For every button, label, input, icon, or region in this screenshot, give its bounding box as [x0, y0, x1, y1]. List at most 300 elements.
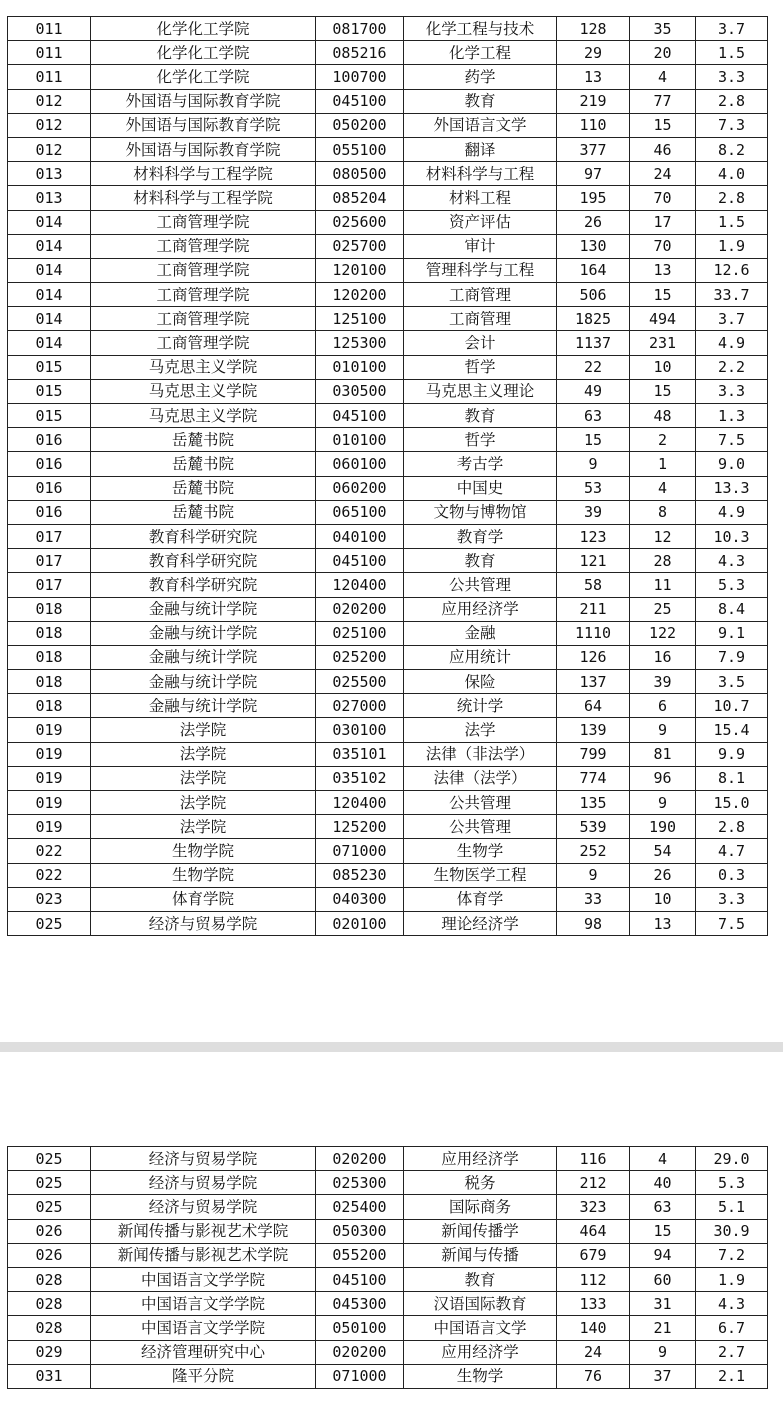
applicants-cell: 377: [557, 137, 630, 161]
applicants-cell: 539: [557, 815, 630, 839]
table-row: [8, 1219, 768, 1243]
enrolled-cell: 28: [630, 549, 696, 573]
college-code-cell: 028: [8, 1267, 91, 1291]
enrolled-cell: 15: [630, 283, 696, 307]
table-row: [8, 41, 768, 65]
college-name-cell: 化学化工学院: [91, 17, 316, 41]
table-row: [8, 815, 768, 839]
college-name-cell: 材料科学与工程学院: [91, 162, 316, 186]
ratio-cell: 4.9: [696, 500, 768, 524]
table-row: [8, 887, 768, 911]
college-code-cell: 018: [8, 694, 91, 718]
applicants-cell: 63: [557, 404, 630, 428]
enrolled-cell: 40: [630, 1171, 696, 1195]
major-code-cell: 125100: [316, 307, 404, 331]
major-code-cell: 071000: [316, 1364, 404, 1388]
table-row: [8, 573, 768, 597]
ratio-cell: 8.1: [696, 766, 768, 790]
ratio-cell: 29.0: [696, 1147, 768, 1171]
applicants-cell: 195: [557, 186, 630, 210]
applicants-cell: 64: [557, 694, 630, 718]
table-row: [8, 137, 768, 161]
ratio-cell: 0.3: [696, 863, 768, 887]
major-code-cell: 020200: [316, 1147, 404, 1171]
major-name-cell: 生物学: [404, 1364, 557, 1388]
college-code-cell: 016: [8, 500, 91, 524]
applicants-cell: 15: [557, 428, 630, 452]
table-row: [8, 718, 768, 742]
ratio-cell: 1.3: [696, 404, 768, 428]
table-row: [8, 258, 768, 282]
ratio-cell: 7.2: [696, 1243, 768, 1267]
table-row: [8, 1292, 768, 1316]
college-code-cell: 019: [8, 742, 91, 766]
major-code-cell: 055200: [316, 1243, 404, 1267]
table-row: [8, 331, 768, 355]
major-name-cell: 新闻与传播: [404, 1243, 557, 1267]
major-name-cell: 公共管理: [404, 791, 557, 815]
college-code-cell: 028: [8, 1316, 91, 1340]
major-code-cell: 040100: [316, 524, 404, 548]
major-code-cell: 071000: [316, 839, 404, 863]
table-row: [8, 597, 768, 621]
college-name-cell: 金融与统计学院: [91, 694, 316, 718]
enrolled-cell: 9: [630, 791, 696, 815]
college-name-cell: 教育科学研究院: [91, 549, 316, 573]
major-name-cell: 工商管理: [404, 283, 557, 307]
applicants-cell: 130: [557, 234, 630, 258]
applicants-cell: 679: [557, 1243, 630, 1267]
enrolled-cell: 20: [630, 41, 696, 65]
applicants-cell: 799: [557, 742, 630, 766]
major-name-cell: 化学工程: [404, 41, 557, 65]
page-separator: [0, 1042, 783, 1052]
enrolled-cell: 16: [630, 645, 696, 669]
college-code-cell: 014: [8, 210, 91, 234]
ratio-cell: 5.1: [696, 1195, 768, 1219]
major-code-cell: 035102: [316, 766, 404, 790]
college-code-cell: 022: [8, 863, 91, 887]
major-name-cell: 考古学: [404, 452, 557, 476]
major-name-cell: 审计: [404, 234, 557, 258]
enrolled-cell: 15: [630, 1219, 696, 1243]
enrolled-cell: 35: [630, 17, 696, 41]
college-code-cell: 025: [8, 1195, 91, 1219]
college-code-cell: 017: [8, 573, 91, 597]
applicants-cell: 13: [557, 65, 630, 89]
applicants-cell: 29: [557, 41, 630, 65]
applicants-cell: 1825: [557, 307, 630, 331]
major-code-cell: 120200: [316, 283, 404, 307]
major-code-cell: 080500: [316, 162, 404, 186]
college-name-cell: 金融与统计学院: [91, 645, 316, 669]
major-name-cell: 化学工程与技术: [404, 17, 557, 41]
applicants-cell: 506: [557, 283, 630, 307]
table-row: [8, 1171, 768, 1195]
college-name-cell: 外国语与国际教育学院: [91, 137, 316, 161]
ratio-cell: 4.0: [696, 162, 768, 186]
table-row: [8, 1195, 768, 1219]
ratio-cell: 8.4: [696, 597, 768, 621]
ratio-cell: 4.3: [696, 549, 768, 573]
table-row: [8, 694, 768, 718]
ratio-cell: 3.3: [696, 65, 768, 89]
major-name-cell: 新闻传播学: [404, 1219, 557, 1243]
document-page-2: [0, 1052, 783, 1406]
college-code-cell: 026: [8, 1219, 91, 1243]
major-code-cell: 045300: [316, 1292, 404, 1316]
college-name-cell: 工商管理学院: [91, 258, 316, 282]
college-code-cell: 016: [8, 476, 91, 500]
enrolled-cell: 60: [630, 1267, 696, 1291]
applicants-cell: 123: [557, 524, 630, 548]
ratio-cell: 1.9: [696, 234, 768, 258]
ratio-cell: 2.7: [696, 1340, 768, 1364]
admission-table-page-1: [7, 16, 768, 936]
major-code-cell: 050100: [316, 1316, 404, 1340]
major-code-cell: 050300: [316, 1219, 404, 1243]
ratio-cell: 1.5: [696, 210, 768, 234]
major-name-cell: 国际商务: [404, 1195, 557, 1219]
enrolled-cell: 8: [630, 500, 696, 524]
college-name-cell: 中国语言文学学院: [91, 1316, 316, 1340]
college-code-cell: 018: [8, 670, 91, 694]
ratio-cell: 10.7: [696, 694, 768, 718]
ratio-cell: 2.2: [696, 355, 768, 379]
enrolled-cell: 24: [630, 162, 696, 186]
college-code-cell: 015: [8, 355, 91, 379]
major-code-cell: 020200: [316, 597, 404, 621]
major-name-cell: 会计: [404, 331, 557, 355]
table-row: [8, 210, 768, 234]
major-name-cell: 文物与博物馆: [404, 500, 557, 524]
ratio-cell: 7.3: [696, 113, 768, 137]
ratio-cell: 15.0: [696, 791, 768, 815]
enrolled-cell: 15: [630, 113, 696, 137]
college-code-cell: 026: [8, 1243, 91, 1267]
table-row: [8, 186, 768, 210]
enrolled-cell: 494: [630, 307, 696, 331]
major-code-cell: 025100: [316, 621, 404, 645]
college-name-cell: 经济管理研究中心: [91, 1340, 316, 1364]
enrolled-cell: 9: [630, 1340, 696, 1364]
admission-table-page-2: [7, 1146, 768, 1389]
ratio-cell: 7.5: [696, 911, 768, 935]
college-code-cell: 011: [8, 17, 91, 41]
major-code-cell: 120400: [316, 791, 404, 815]
major-name-cell: 公共管理: [404, 815, 557, 839]
college-name-cell: 法学院: [91, 815, 316, 839]
college-name-cell: 法学院: [91, 742, 316, 766]
table-row: [8, 1147, 768, 1171]
ratio-cell: 2.1: [696, 1364, 768, 1388]
major-code-cell: 125300: [316, 331, 404, 355]
major-name-cell: 外国语言文学: [404, 113, 557, 137]
major-code-cell: 045100: [316, 404, 404, 428]
ratio-cell: 1.9: [696, 1267, 768, 1291]
college-name-cell: 体育学院: [91, 887, 316, 911]
college-code-cell: 017: [8, 549, 91, 573]
table-row: [8, 1316, 768, 1340]
enrolled-cell: 77: [630, 89, 696, 113]
major-code-cell: 025500: [316, 670, 404, 694]
major-name-cell: 马克思主义理论: [404, 379, 557, 403]
ratio-cell: 33.7: [696, 283, 768, 307]
enrolled-cell: 31: [630, 1292, 696, 1316]
college-name-cell: 化学化工学院: [91, 65, 316, 89]
ratio-cell: 15.4: [696, 718, 768, 742]
applicants-cell: 211: [557, 597, 630, 621]
applicants-cell: 1137: [557, 331, 630, 355]
applicants-cell: 139: [557, 718, 630, 742]
college-name-cell: 工商管理学院: [91, 210, 316, 234]
college-name-cell: 生物学院: [91, 839, 316, 863]
college-name-cell: 岳麓书院: [91, 476, 316, 500]
table-row: [8, 911, 768, 935]
college-code-cell: 014: [8, 307, 91, 331]
enrolled-cell: 39: [630, 670, 696, 694]
major-code-cell: 027000: [316, 694, 404, 718]
enrolled-cell: 96: [630, 766, 696, 790]
applicants-cell: 39: [557, 500, 630, 524]
major-name-cell: 体育学: [404, 887, 557, 911]
major-code-cell: 025600: [316, 210, 404, 234]
ratio-cell: 10.3: [696, 524, 768, 548]
college-name-cell: 经济与贸易学院: [91, 1147, 316, 1171]
college-name-cell: 中国语言文学学院: [91, 1267, 316, 1291]
major-name-cell: 理论经济学: [404, 911, 557, 935]
college-name-cell: 材料科学与工程学院: [91, 186, 316, 210]
enrolled-cell: 6: [630, 694, 696, 718]
college-code-cell: 016: [8, 428, 91, 452]
applicants-cell: 26: [557, 210, 630, 234]
major-code-cell: 065100: [316, 500, 404, 524]
college-code-cell: 015: [8, 404, 91, 428]
major-name-cell: 金融: [404, 621, 557, 645]
table-row: [8, 476, 768, 500]
table-row: [8, 670, 768, 694]
major-code-cell: 060100: [316, 452, 404, 476]
college-name-cell: 岳麓书院: [91, 500, 316, 524]
applicants-cell: 58: [557, 573, 630, 597]
major-code-cell: 100700: [316, 65, 404, 89]
table-row: [8, 234, 768, 258]
table-row: [8, 1340, 768, 1364]
enrolled-cell: 48: [630, 404, 696, 428]
college-name-cell: 岳麓书院: [91, 428, 316, 452]
enrolled-cell: 10: [630, 355, 696, 379]
applicants-cell: 97: [557, 162, 630, 186]
major-name-cell: 法学: [404, 718, 557, 742]
applicants-cell: 116: [557, 1147, 630, 1171]
college-code-cell: 029: [8, 1340, 91, 1364]
major-name-cell: 统计学: [404, 694, 557, 718]
enrolled-cell: 46: [630, 137, 696, 161]
college-code-cell: 018: [8, 621, 91, 645]
major-name-cell: 教育: [404, 89, 557, 113]
college-name-cell: 教育科学研究院: [91, 524, 316, 548]
enrolled-cell: 12: [630, 524, 696, 548]
major-name-cell: 工商管理: [404, 307, 557, 331]
enrolled-cell: 231: [630, 331, 696, 355]
enrolled-cell: 4: [630, 65, 696, 89]
college-code-cell: 012: [8, 89, 91, 113]
college-name-cell: 岳麓书院: [91, 452, 316, 476]
enrolled-cell: 1: [630, 452, 696, 476]
ratio-cell: 3.5: [696, 670, 768, 694]
table-row: [8, 428, 768, 452]
college-code-cell: 017: [8, 524, 91, 548]
ratio-cell: 4.9: [696, 331, 768, 355]
applicants-cell: 212: [557, 1171, 630, 1195]
applicants-cell: 1110: [557, 621, 630, 645]
enrolled-cell: 11: [630, 573, 696, 597]
enrolled-cell: 9: [630, 718, 696, 742]
ratio-cell: 3.3: [696, 379, 768, 403]
applicants-cell: 110: [557, 113, 630, 137]
ratio-cell: 2.8: [696, 186, 768, 210]
college-code-cell: 011: [8, 65, 91, 89]
college-code-cell: 028: [8, 1292, 91, 1316]
enrolled-cell: 13: [630, 258, 696, 282]
table-row: [8, 379, 768, 403]
table-row: [8, 524, 768, 548]
ratio-cell: 30.9: [696, 1219, 768, 1243]
applicants-cell: 128: [557, 17, 630, 41]
ratio-cell: 2.8: [696, 815, 768, 839]
applicants-cell: 140: [557, 1316, 630, 1340]
major-name-cell: 哲学: [404, 428, 557, 452]
major-name-cell: 应用统计: [404, 645, 557, 669]
college-name-cell: 工商管理学院: [91, 283, 316, 307]
college-code-cell: 012: [8, 113, 91, 137]
enrolled-cell: 54: [630, 839, 696, 863]
college-name-cell: 金融与统计学院: [91, 621, 316, 645]
applicants-cell: 135: [557, 791, 630, 815]
major-code-cell: 045100: [316, 549, 404, 573]
enrolled-cell: 15: [630, 379, 696, 403]
major-name-cell: 应用经济学: [404, 1147, 557, 1171]
applicants-cell: 9: [557, 863, 630, 887]
major-code-cell: 085216: [316, 41, 404, 65]
table-row: [8, 549, 768, 573]
college-code-cell: 016: [8, 452, 91, 476]
enrolled-cell: 190: [630, 815, 696, 839]
applicants-cell: 464: [557, 1219, 630, 1243]
table-row: [8, 452, 768, 476]
table-row: [8, 621, 768, 645]
applicants-cell: 98: [557, 911, 630, 935]
major-code-cell: 081700: [316, 17, 404, 41]
table-row: [8, 65, 768, 89]
major-code-cell: 085204: [316, 186, 404, 210]
enrolled-cell: 63: [630, 1195, 696, 1219]
ratio-cell: 2.8: [696, 89, 768, 113]
ratio-cell: 9.9: [696, 742, 768, 766]
applicants-cell: 323: [557, 1195, 630, 1219]
table-row: [8, 355, 768, 379]
college-name-cell: 教育科学研究院: [91, 573, 316, 597]
ratio-cell: 9.0: [696, 452, 768, 476]
table-row: [8, 766, 768, 790]
applicants-cell: 49: [557, 379, 630, 403]
major-name-cell: 应用经济学: [404, 1340, 557, 1364]
college-name-cell: 工商管理学院: [91, 331, 316, 355]
table-row: [8, 1243, 768, 1267]
major-code-cell: 120100: [316, 258, 404, 282]
enrolled-cell: 21: [630, 1316, 696, 1340]
major-code-cell: 060200: [316, 476, 404, 500]
applicants-cell: 76: [557, 1364, 630, 1388]
ratio-cell: 4.3: [696, 1292, 768, 1316]
applicants-cell: 112: [557, 1267, 630, 1291]
ratio-cell: 9.1: [696, 621, 768, 645]
college-name-cell: 工商管理学院: [91, 234, 316, 258]
ratio-cell: 5.3: [696, 573, 768, 597]
major-code-cell: 020100: [316, 911, 404, 935]
ratio-cell: 8.2: [696, 137, 768, 161]
ratio-cell: 4.7: [696, 839, 768, 863]
college-name-cell: 金融与统计学院: [91, 597, 316, 621]
applicants-cell: 9: [557, 452, 630, 476]
college-code-cell: 012: [8, 137, 91, 161]
college-code-cell: 023: [8, 887, 91, 911]
ratio-cell: 6.7: [696, 1316, 768, 1340]
table-row: [8, 863, 768, 887]
college-name-cell: 金融与统计学院: [91, 670, 316, 694]
table-row: [8, 162, 768, 186]
major-name-cell: 法律（非法学）: [404, 742, 557, 766]
major-name-cell: 税务: [404, 1171, 557, 1195]
major-name-cell: 公共管理: [404, 573, 557, 597]
table-row: [8, 1267, 768, 1291]
college-name-cell: 马克思主义学院: [91, 355, 316, 379]
major-code-cell: 045100: [316, 1267, 404, 1291]
major-code-cell: 025400: [316, 1195, 404, 1219]
college-code-cell: 019: [8, 718, 91, 742]
table-row: [8, 645, 768, 669]
table-row: [8, 839, 768, 863]
enrolled-cell: 17: [630, 210, 696, 234]
applicants-cell: 219: [557, 89, 630, 113]
major-name-cell: 汉语国际教育: [404, 1292, 557, 1316]
college-code-cell: 014: [8, 283, 91, 307]
enrolled-cell: 2: [630, 428, 696, 452]
major-name-cell: 生物医学工程: [404, 863, 557, 887]
applicants-cell: 252: [557, 839, 630, 863]
college-code-cell: 018: [8, 597, 91, 621]
major-name-cell: 药学: [404, 65, 557, 89]
table-row: [8, 283, 768, 307]
table-row: [8, 17, 768, 41]
ratio-cell: 5.3: [696, 1171, 768, 1195]
major-name-cell: 教育学: [404, 524, 557, 548]
enrolled-cell: 4: [630, 476, 696, 500]
college-code-cell: 011: [8, 41, 91, 65]
major-code-cell: 030100: [316, 718, 404, 742]
ratio-cell: 3.7: [696, 307, 768, 331]
enrolled-cell: 26: [630, 863, 696, 887]
enrolled-cell: 25: [630, 597, 696, 621]
table-row: [8, 742, 768, 766]
table-row: [8, 404, 768, 428]
college-code-cell: 019: [8, 791, 91, 815]
enrolled-cell: 13: [630, 911, 696, 935]
major-code-cell: 050200: [316, 113, 404, 137]
college-code-cell: 013: [8, 162, 91, 186]
enrolled-cell: 81: [630, 742, 696, 766]
enrolled-cell: 4: [630, 1147, 696, 1171]
